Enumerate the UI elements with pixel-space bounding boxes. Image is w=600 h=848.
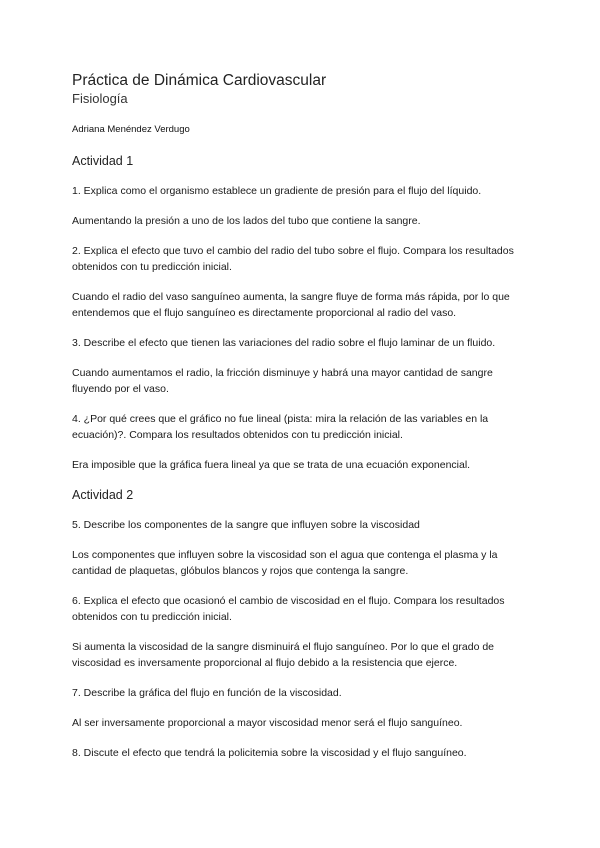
question-2: 2. Explica el efecto que tuvo el cambio del radio del tubo sobre el flujo. Compara los resultados obtenidos con tu predicción inicial. [72,245,514,273]
question-6: 6. Explica el efecto que ocasionó el cambio de viscosidad en el flujo. Compara los resultados obtenidos con tu predicción inicial. [72,595,505,623]
question-7: 7. Describe la gráfica del flujo en función de la viscosidad. [72,687,342,699]
answer-7: Al ser inversamente proporcional a mayor viscosidad menor será el flujo sanguíneo. [72,717,463,729]
question-4: 4. ¿Por qué crees que el gráfico no fue lineal (pista: mira la relación de las variables en la ecuación)?. Compara los resultados obtenidos con tu predicción inicial. [72,413,489,441]
answer-6: Si aumenta la viscosidad de la sangre disminuirá el flujo sanguíneo. Por lo que el grado de viscosidad es inversamente proporcional al flujo debido a la resistencia que ejerce. [72,641,495,669]
question-5: 5. Describe los componentes de la sangre que influyen sobre la viscosidad [72,519,420,531]
document-page [72,71,532,775]
section-heading: Actividad 1 [72,154,134,168]
section-heading: Actividad 2 [72,488,134,502]
question-3: 3. Describe el efecto que tienen las variaciones del radio sobre el flujo laminar de un fluido. [72,337,496,349]
answer-5: Los componentes que influyen sobre la viscosidad son el agua que contenga el plasma y la cantidad de plaquetas, glóbulos blancos y rojos que contenga la sangre. [72,549,498,577]
question-1: 1. Explica como el organismo establece un gradiente de presión para el flujo del líquido. [72,185,482,197]
question-8: 8. Discute el efecto que tendrá la policitemia sobre la viscosidad y el flujo sanguíneo. [72,747,467,759]
answer-2: Cuando el radio del vaso sanguíneo aumenta, la sangre fluye de forma más rápida, por lo que entendemos que el flujo sanguíneo es directamente proporcional al radio del vaso. [72,291,510,319]
document-subtitle: Fisiología [72,91,128,106]
answer-3: Cuando aumentamos el radio, la fricción disminuye y habrá una mayor cantidad de sangre fluyendo por el vaso. [72,367,493,395]
document-title: Práctica de Dinámica Cardiovascular [72,72,327,89]
answer-4: Era imposible que la gráfica fuera lineal ya que se trata de una ecuación exponencial. [72,459,471,471]
answer-1: Aumentando la presión a uno de los lados del tubo que contiene la sangre. [72,215,421,227]
section-actividad-2 [72,487,532,761]
author-name: Adriana Menéndez Verdugo [72,124,190,135]
section-actividad-1 [72,153,532,473]
